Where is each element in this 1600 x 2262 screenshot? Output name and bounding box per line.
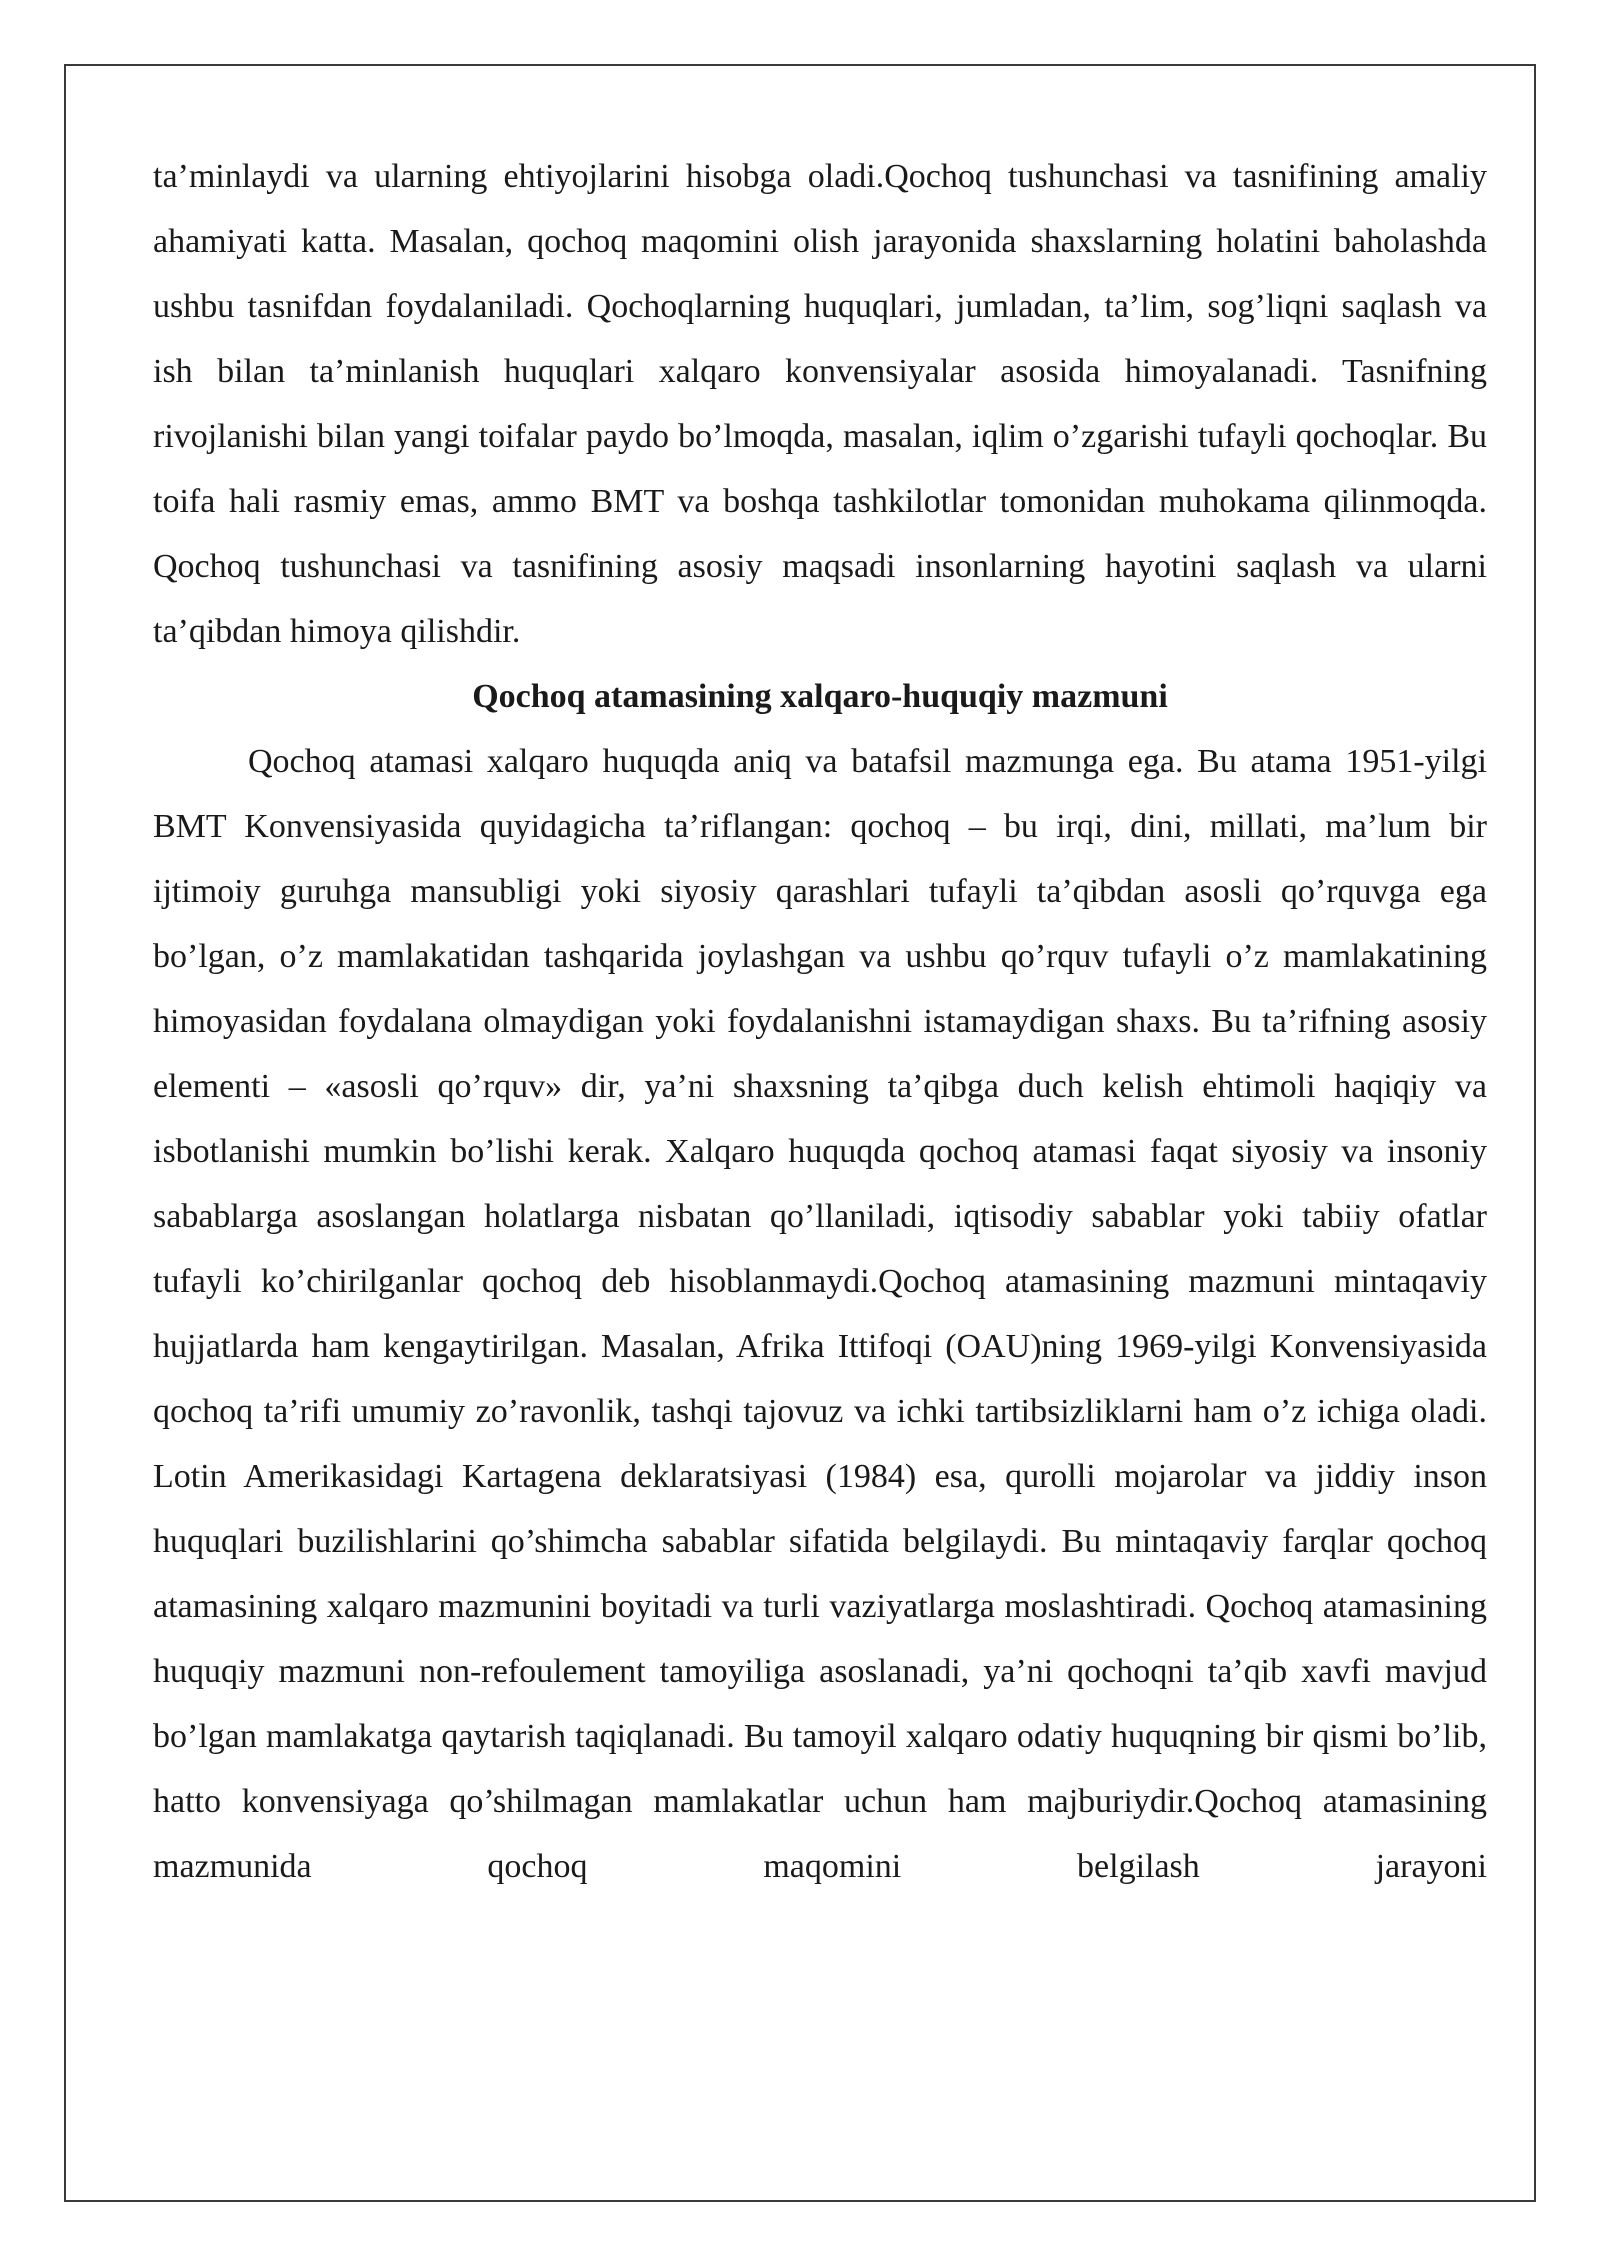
paragraph: ta’minlaydi va ularning ehtiyojlarini hisobga oladi.Qochoq tushunchasi va tasnifining amaliy ahamiyati katta. Masalan, qochoq maqomini olish jarayonida shaxslarning holatini baholashda ushbu tasnifdan foydalaniladi. Qochoqlarning huquqlari, jumladan, ta’lim, sog’liqni saqlash va ish bilan ta’minlanish huquqlari xalqaro konvensiyalar asosida himoyalanadi. Tasnifning rivojlanishi bilan yangi toifalar paydo bo’lmoqda, masalan, iqlim o’zgarishi tufayli qochoqlar. Bu toifa hali rasmiy emas, ammo BMT va boshqa tashkilotlar tomonidan muhokama qilinmoqda. Qochoq tushunchasi va tasnifining asosiy maqsadi insonlarning hayotini saqlash va ularni ta’qibdan himoya qilishdir.	[153, 158, 1487, 650]
document-body	[153, 144, 1487, 1899]
section-heading: Qochoq atamasining xalqaro-huquqiy mazmuni	[472, 678, 1168, 715]
paragraph: Qochoq atamasi xalqaro huquqda aniq va batafsil mazmunga ega. Bu atama 1951-yilgi BMT Konvensiyasida quyidagicha ta’riflangan: qochoq – bu irqi, dini, millati, ma’lum bir ijtimoiy guruhga mansubligi yoki siyosiy qarashlari tufayli ta’qibdan asosli qo’rquvga ega bo’lgan, o’z mamlakatidan tashqarida joylashgan va ushbu qo’rquv tufayli o’z mamlakatining himoyasidan foydalana olmaydigan yoki foydalanishni istamaydigan shaxs. Bu ta’rifning asosiy elementi – «asosli qo’rquv» dir, ya’ni shaxsning ta’qibga duch kelish ehtimoli haqiqiy va isbotlanishi mumkin bo’lishi kerak. Xalqaro huquqda qochoq atamasi faqat siyosiy va insoniy sabablarga asoslangan holatlarga nisbatan qo’llaniladi, iqtisodiy sabablar yoki tabiiy ofatlar tufayli ko’chirilganlar qochoq deb hisoblanmaydi.Qochoq atamasining mazmuni mintaqaviy hujjatlarda ham kengaytirilgan. Masalan, Afrika Ittifoqi (OAU)ning 1969-yilgi Konvensiyasida qochoq ta’rifi umumiy zo’ravonlik, tashqi tajovuz va ichki tartibsizliklarni ham o’z ichiga oladi. Lotin Amerikasidagi Kartagena deklaratsiyasi (1984) esa, qurolli mojarolar va jiddiy inson huquqlari buzilishlarini qo’shimcha sabablar sifatida belgilaydi. Bu mintaqaviy farqlar qochoq atamasining xalqaro mazmunini boyitadi va turli vaziyatlarga moslashtiradi. Qochoq atamasining huquqiy mazmuni non-refoulement tamoyiliga asoslanadi, ya’ni qochoqni ta’qib xavfi mavjud bo’lgan mamlakatga qaytarish taqiqlanadi. Bu tamoyil xalqaro odatiy huquqning bir qismi bo’lib, hatto konvensiyaga qo’shilmagan mamlakatlar uchun ham majburiydir.Qochoq atamasining mazmunida qochoq maqomini belgilash jarayoni	[153, 743, 1487, 1885]
